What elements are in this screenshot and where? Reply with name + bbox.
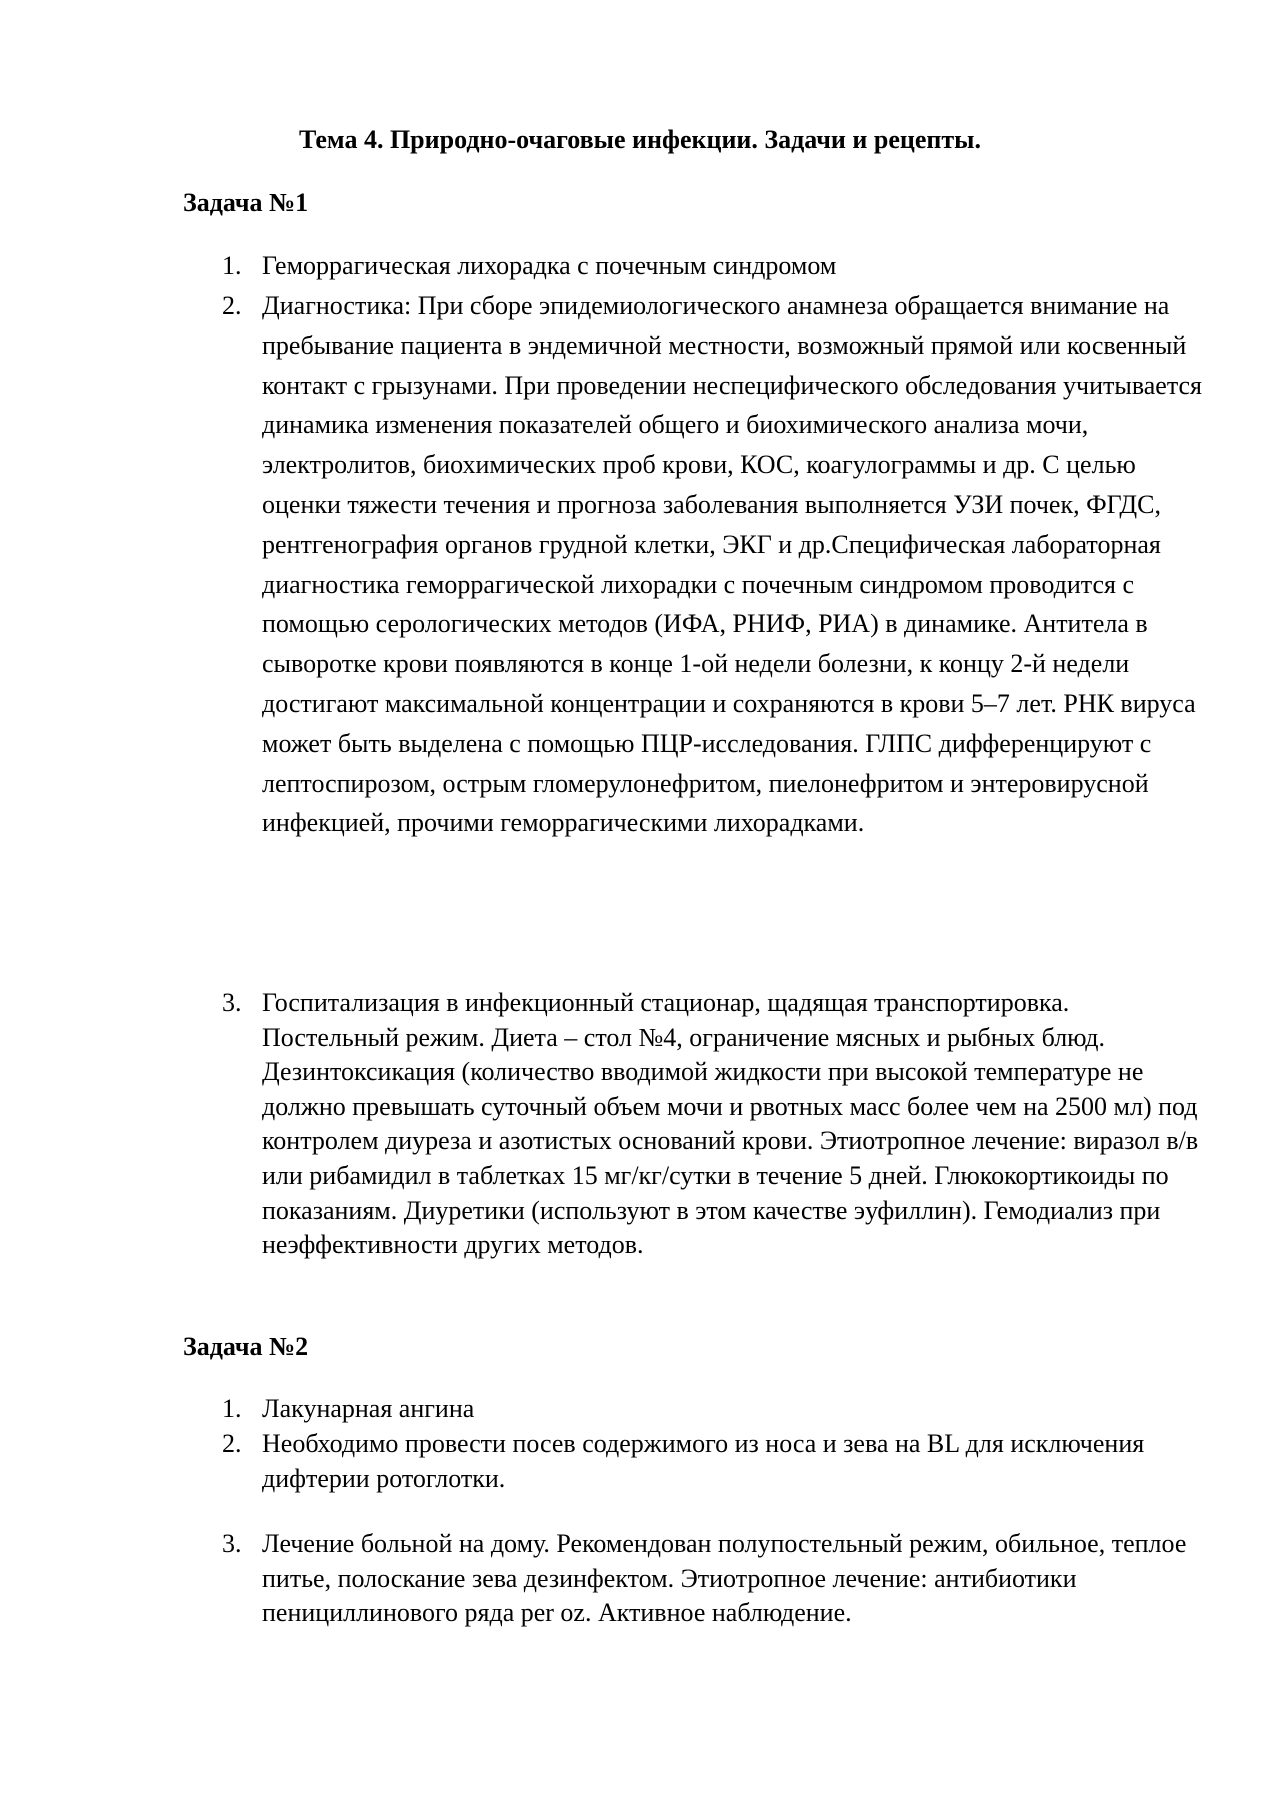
list-item-text: Лечение больной на дому. Рекомендован полупостельный режим, обильное, теплое питье, полоскание зева дезинфектом. Этиотропное лечение: антибиотики пенициллинового ряда per oz. Активное наблюдение.	[262, 1529, 1187, 1628]
list-item-text: Диагностика: При сборе эпидемиологического анамнеза обращается внимание на пребывание пациента в эндемичной местности, возможный прямой или косвенный контакт с грызунами. При проведении неспецифического обследования учитывается динамика изменения показателей общего и биохимического анализа мочи, электролитов, биохимических проб крови, КОС, коагулограммы и др. С целью оценки тяжести течения и прогноза заболевания выполняется УЗИ почек, ФГДС, рентгенография органов грудной клетки, ЭКГ и др.Специфическая лабораторная диагностика геморрагической лихорадки с почечным синдромом проводится с помощью серологических методов (ИФА, РНИФ, РИА) в динамике. Антитела в сыворотке крови появляются в конце 1-ой недели болезни, к концу 2-й недели достигают максимальной концентрации и сохраняются в крови 5–7 лет. РНК вируса может быть выделена с помощью ПЦР-исследования. ГЛПС дифференцируют с лептоспирозом, острым гломерулонефритом, пиелонефритом и энтеровирусной инфекцией, прочими геморрагическими лихорадками.	[262, 291, 1203, 838]
task-1-item-1	[222, 246, 1212, 286]
task-2-item-3	[222, 1527, 1212, 1631]
document-title: Тема 4. Природно-очаговые инфекции. Задачи и рецепты.	[299, 125, 981, 154]
task-1-item-3	[222, 986, 1212, 1263]
list-number: 1.	[222, 251, 242, 280]
task-2-heading: Задача №2	[183, 1332, 309, 1361]
task-2-item-1	[222, 1392, 1212, 1427]
list-item-text: Необходимо провести посев содержимого из носа и зева на BL для исключения дифтерии ротоглотки.	[262, 1429, 1145, 1493]
task-1-item-2	[222, 286, 1212, 843]
list-number: 2.	[222, 1429, 242, 1458]
list-item-text: Геморрагическая лихорадка с почечным синдромом	[262, 251, 837, 280]
list-item-text: Лакунарная ангина	[262, 1394, 475, 1423]
list-number: 3.	[222, 988, 242, 1017]
task-2-item-2	[222, 1427, 1212, 1496]
list-number: 3.	[222, 1529, 242, 1558]
list-number: 1.	[222, 1394, 242, 1423]
task-1-heading: Задача №1	[183, 188, 309, 217]
list-number: 2.	[222, 291, 242, 320]
list-item-text: Госпитализация в инфекционный стационар, щадящая транспортировка. Постельный режим. Диета – стол №4, ограничение мясных и рыбных блюд. Дезинтоксикация (количество вводимой жидкости при высокой температуре не должно превышать суточный объем мочи и рвотных масс более чем на 2500 мл) под контролем диуреза и азотистых оснований крови. Этиотропное лечение: виразол в/в или рибамидил в таблетках 15 мг/кг/сутки в течение 5 дней. Глюкокортикоиды по показаниям. Диуретики (используют в этом качестве эуфиллин). Гемодиализ при неэффективности других методов.	[262, 988, 1199, 1260]
